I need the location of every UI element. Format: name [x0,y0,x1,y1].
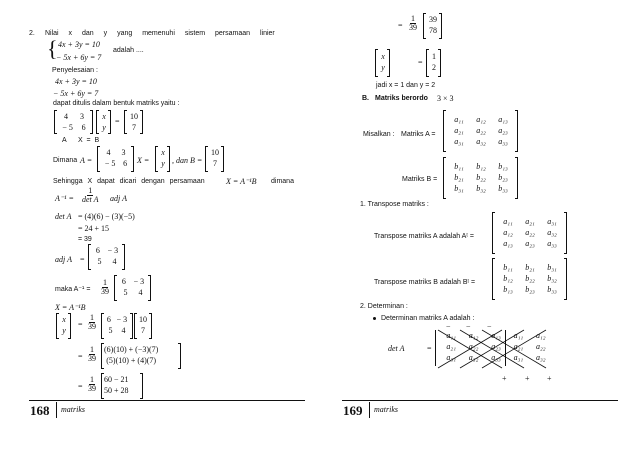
step3-bracket-right [140,373,143,399]
minus-sign-3: − [487,322,492,331]
res-bracket-right [439,13,442,39]
matrix-a-bracket-right [90,110,93,134]
maka-matrix: 6 − 3 5 4 [121,277,145,297]
x-equals: X = [137,156,150,165]
adj-lhs: adj A [55,255,72,264]
matrix-bt-bracket-left [492,258,495,300]
problem-number: 2. [29,30,35,37]
adj-matrix: 6 − 3 5 4 [95,246,119,266]
x-equals-ainv-b: X = A⁻¹B [55,303,86,312]
matrix-bt: b₁₁ b₂₁ b₃₁ b₁₂ b₂₂ b₃₂ b₁₃ b₂₃ b₃₃ [503,263,557,294]
step1-b-bracket-right [149,313,152,339]
det-line-3: = 39 [78,236,92,243]
sehingga-text: Sehingga X dapat dicari dengan persamaan [53,178,205,185]
dimana-b-bracket-left [205,146,208,172]
footer-rule [29,400,305,401]
frac-num: 1 [411,14,415,23]
det-a-eq: = [427,344,432,353]
minus-sign-1: − [446,322,451,331]
adj-bracket-right [122,244,125,270]
system-eq1: 4x + 3y = 10 [58,40,100,49]
dan-b-equals: , dan B = [172,156,203,165]
plus-sign-3: + [547,374,552,383]
sehingga-formula: X = A⁻¹B [226,177,257,186]
equation-2: − 5x + 6y = 7 [53,89,99,98]
matriks-a-label: Matriks A = [401,131,436,138]
res2-vector: 1 2 [432,52,436,72]
vector-b: 10 7 [130,112,138,132]
maka-bracket-left [114,275,117,301]
step2-fraction [86,346,98,364]
plus-sign-1: + [502,374,507,383]
vector-b-bracket-left [124,110,127,134]
system-eq2: − 5x + 6y = 7 [56,53,102,62]
frac-num: 1 [88,186,93,195]
step3-eq: = [78,382,83,391]
matrix-at: a₁₁ a₂₁ a₃₁ a₁₂ a₂₂ a₃₂ a₁₃ a₂₃ a₃₃ [503,217,557,248]
matrix-bt-bracket-right [564,258,567,300]
res-fraction [407,15,419,33]
matrix-at-bracket-right [564,212,567,254]
page-label: matriks [61,405,85,414]
frac-den: 39 [101,287,109,297]
page-number: 169 [343,403,363,418]
frac-den: 39 [88,384,96,394]
dimana-matrix-a: 4 3 − 5 6 [104,148,128,168]
dapat-ditulis-text: dapat ditulis dalam bentuk matriks yaitu : [53,100,180,107]
res2-bracket-left [426,49,429,77]
maka-fraction [99,279,111,297]
matrix-b3: b₁₁ b₁₂ b₁₃ b₂₁ b₂₂ b₂₃ b₃₁ b₃₂ b₃₃ [454,162,508,193]
section-b-number: B. [362,95,369,102]
ainv-fraction [80,187,101,205]
matriks-b-label: Matriks B = [402,176,438,183]
axb-label: A X = B [62,137,100,144]
det-a-lhs: det A [388,344,405,353]
frac-num: 1 [103,278,107,287]
adj-bracket-left [88,244,91,270]
dimana-vector-x: x y [161,148,165,168]
bullet-icon [373,317,376,320]
section-b-title: Matriks berordo [375,95,428,102]
vector-x-bracket-left [96,110,99,134]
matrix-a3-bracket-left [443,110,446,152]
matrix-b3-bracket-left [443,157,446,199]
step1-eq: = [78,320,83,329]
xy-vector: x y [62,315,66,335]
adalah-text: adalah .... [113,47,144,54]
adj-a-term: adj A [110,194,127,203]
dimana-x-bracket-left [155,146,158,172]
step1-m-bracket-right [130,313,133,339]
step3-fraction [86,376,98,394]
page-divider [56,402,57,418]
step2-matrix: (6)(10) + (−3)(7) (5)(10) + (4)(7) [104,345,159,365]
matrix-b3-bracket-right [515,157,518,199]
step2-bracket-right [178,343,181,369]
jadi-text: jadi x = 1 dan y = 2 [376,82,436,89]
frac-num: 1 [90,345,94,354]
footer-rule [342,400,618,401]
equals-sign: = [115,117,120,126]
xy-bracket-left [56,313,59,339]
page-divider [369,402,370,418]
step1-fraction [86,314,98,332]
page-label: matriks [374,405,398,414]
xy2-vector: x y [381,52,385,72]
determinan-bullet [373,315,474,323]
frac-den: 39 [88,354,96,364]
matrix-a3: a₁₁ a₁₂ a₁₃ a₂₁ a₂₂ a₂₃ a₃₁ a₃₂ a₃₃ [454,115,508,146]
a-equals: A = [80,156,93,165]
det-lhs: det A [55,212,72,221]
sarrus-matrix: a₁₁ a₁₂ a₁₃ a₁₁ a₁₂ a₂₁ a₂₂ a₂₃ a₂₁ a₂₂ a₃₁ a₃₂ a₃₃ a₃₁ a₃₂ [446,331,546,362]
vector-x-bracket-right [108,110,111,134]
frac-num: 1 [90,375,94,384]
dimana-vector-b: 10 7 [211,148,219,168]
dimana-a-bracket-left [97,146,100,172]
matrix-at-bracket-left [492,212,495,254]
res-bracket-left [423,13,426,39]
dimana-label: Dimana [53,157,78,164]
transpose-b-label: Transpose matriks B adalah Bᵗ = [374,279,476,286]
item-2-determinan: 2. Determinan : [360,303,408,310]
matrix-a-bracket-left [54,110,57,134]
xy2-eq: = [418,58,423,67]
step3-matrix: 60 − 21 50 + 28 [104,375,129,395]
adj-eq: = [80,255,85,264]
frac-den: 39 [88,322,96,332]
problem-text: Nilai x dan y yang memenuhi sistem persamaan linier [45,30,275,37]
frac-num: 1 [90,313,94,322]
transpose-a-label: Transpose matriks A adalah Aᵗ = [374,233,474,240]
vector-x: x y [102,112,106,132]
xy-bracket-right [68,313,71,339]
maka-bracket-right [148,275,151,301]
matrix-a3-bracket-right [515,110,518,152]
frac-den: 39 [409,23,417,33]
dimana-word: dimana [271,178,294,185]
maka-label: maka A⁻¹ = [55,286,91,293]
xy2-bracket-left [375,49,378,77]
det-line-2: = 24 + 15 [78,224,110,233]
dimana-a-bracket-right [131,146,134,172]
res2-bracket-right [438,49,441,77]
sarrus-diagonals [435,326,565,376]
res-eq: = [398,21,403,30]
system-brace: { [47,36,58,61]
xy2-bracket-right [387,49,390,77]
dimana-x-bracket-right [167,146,170,172]
step1-vector: 10 7 [139,315,147,335]
res-vector: 39 78 [429,15,437,35]
bullet-text: Determinan matriks A adalah : [381,315,475,322]
page-169 [319,0,638,452]
frac-den: det A [82,195,99,205]
step1-matrix: 6 − 3 5 4 [106,315,128,335]
page-number: 168 [30,403,50,418]
ainv-lhs: A⁻¹ = [55,194,74,203]
det-line-1: = (4)(6) − (3)(−5) [78,212,135,221]
equation-1: 4x + 3y = 10 [55,77,97,86]
section-b-order: 3 × 3 [437,94,454,103]
matrix-a: 4 3 − 5 6 [62,112,86,132]
item-1-transpose: 1. Transpose matriks : [360,201,429,208]
plus-sign-2: + [525,374,530,383]
dimana-b-bracket-right [221,146,224,172]
step2-eq: = [78,352,83,361]
misalkan-label: Misalkan : [363,131,395,138]
vector-b-bracket-right [140,110,143,134]
penyelesaian-label: Penyelesaian : [52,67,98,74]
minus-sign-2: − [466,322,471,331]
